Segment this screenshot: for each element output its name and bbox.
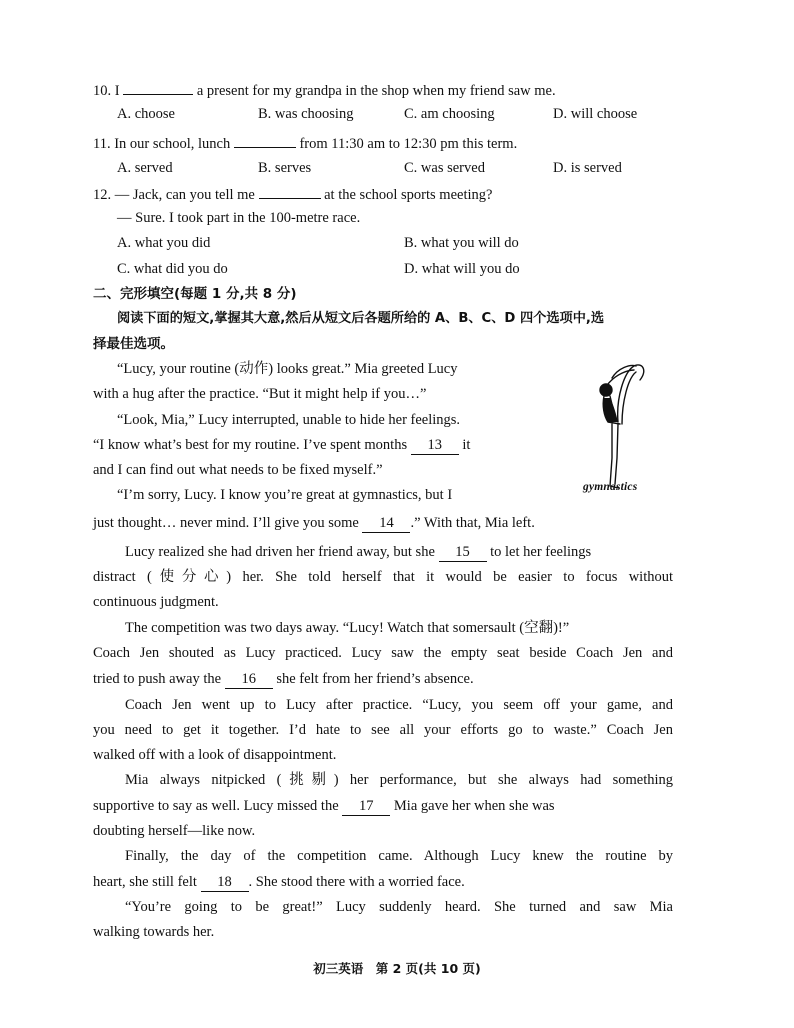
q12-blank bbox=[259, 183, 321, 199]
passage-line-4-post: it bbox=[462, 437, 471, 453]
q11-stem-pre: 11. In our school, lunch bbox=[93, 136, 231, 152]
passage-line-7 bbox=[93, 513, 535, 533]
passage-line-8 bbox=[125, 542, 591, 562]
q11-blank bbox=[234, 132, 296, 148]
q12-option-c: C. what did you do bbox=[117, 261, 228, 277]
q11-option-c: C. was served bbox=[404, 160, 485, 176]
question-11-stem bbox=[93, 132, 517, 154]
question-12-stem bbox=[93, 183, 492, 205]
passage-line-20: Finally, the day of the competition came. Although Lucy knew the routine by bbox=[125, 848, 673, 864]
passage-line-13 bbox=[93, 669, 474, 689]
passage-line-10: continuous judgment. bbox=[93, 594, 219, 610]
passage-line-18-post: Mia gave her when she was bbox=[393, 798, 555, 814]
blank-15: 15 bbox=[439, 544, 487, 562]
passage-line-13-pre: tried to push away the bbox=[93, 671, 222, 687]
passage-line-7-pre: just thought… never mind. I’ll give you some bbox=[93, 515, 359, 531]
passage-line-12: Coach Jen shouted as Lucy practiced. Lucy saw the empty seat beside Coach Jen and bbox=[93, 645, 673, 661]
blank-17: 17 bbox=[342, 798, 390, 816]
q10-blank bbox=[123, 79, 193, 95]
passage-line-8-pre: Lucy realized she had driven her friend away, but she bbox=[125, 544, 435, 560]
question-10-stem bbox=[93, 79, 556, 101]
passage-line-19: doubting herself—like now. bbox=[93, 823, 256, 839]
passage-line-6: “I’m sorry, Lucy. I know you’re great at gymnastics, but I bbox=[117, 487, 453, 503]
passage-line-16: walked off with a look of disappointment. bbox=[93, 747, 337, 763]
q12-option-a: A. what you did bbox=[117, 235, 211, 251]
q12-reply: — Sure. I took part in the 100-metre race. bbox=[117, 210, 361, 226]
passage-line-18 bbox=[93, 796, 555, 816]
passage-line-5: and I can find out what needs to be fixed myself.” bbox=[93, 462, 383, 478]
passage-line-23: walking towards her. bbox=[93, 924, 215, 940]
passage-line-8-post: to let her feelings bbox=[490, 544, 592, 560]
passage-line-3: “Look, Mia,” Lucy interrupted, unable to hide her feelings. bbox=[117, 412, 461, 428]
passage-line-21 bbox=[93, 872, 465, 892]
q10-option-b: B. was choosing bbox=[258, 106, 354, 122]
q11-option-b: B. serves bbox=[258, 160, 312, 176]
passage-line-17: Mia always nitpicked (挑剔) her performance, but she always had something bbox=[125, 772, 673, 788]
passage-line-18-pre: supportive to say as well. Lucy missed the bbox=[93, 798, 339, 814]
q11-stem-post: from 11:30 am to 12:30 pm this term. bbox=[299, 136, 518, 152]
passage-line-22: “You’re going to be great!” Lucy suddenly heard. She turned and saw Mia bbox=[125, 899, 673, 915]
q10-option-d: D. will choose bbox=[553, 106, 638, 122]
passage-line-21-post: . She stood there with a worried face. bbox=[248, 874, 465, 890]
passage-line-4-pre: “I know what’s best for my routine. I’ve spent months bbox=[93, 437, 408, 453]
gymnast-silhouette-icon bbox=[582, 358, 672, 498]
section-instruction-1: 阅读下面的短文,掌握其大意,然后从短文后各题所给的 A、B、C、D 四个选项中,选 bbox=[117, 311, 605, 326]
passage-line-21-pre: heart, she still felt bbox=[93, 874, 197, 890]
q11-option-a: A. served bbox=[117, 160, 173, 176]
q10-option-c: C. am choosing bbox=[404, 106, 495, 122]
passage-line-14: Coach Jen went up to Lucy after practice. “Lucy, you seem off your game, and bbox=[125, 697, 673, 713]
passage-line-4 bbox=[93, 435, 470, 455]
section-instruction-2: 择最佳选项。 bbox=[93, 336, 174, 352]
blank-18: 18 bbox=[201, 874, 249, 892]
q10-stem-pre: 10. I bbox=[93, 83, 120, 99]
passage-line-2: with a hug after the practice. “But it might help if you…” bbox=[93, 386, 427, 402]
q10-option-a: A. choose bbox=[117, 106, 175, 122]
q12-stem-post: at the school sports meeting? bbox=[324, 187, 493, 203]
section-heading: 二、完形填空(每题 1 分,共 8 分) bbox=[93, 286, 297, 302]
page-footer: 初三英语 第 2 页(共 10 页) bbox=[313, 961, 481, 976]
q12-stem-pre: 12. — Jack, can you tell me bbox=[93, 187, 255, 203]
figure-caption: gymnastics bbox=[583, 481, 638, 493]
passage-line-11: The competition was two days away. “Lucy! Watch that somersault (空翻)!” bbox=[125, 620, 570, 636]
passage-line-13-post: she felt from her friend’s absence. bbox=[276, 671, 474, 687]
passage-line-1: “Lucy, your routine (动作) looks great.” Mia greeted Lucy bbox=[117, 361, 458, 377]
q10-stem-post: a present for my grandpa in the shop when my friend saw me. bbox=[196, 83, 556, 99]
q11-option-d: D. is served bbox=[553, 160, 622, 176]
passage-line-7-post: .” With that, Mia left. bbox=[410, 515, 535, 531]
blank-14: 14 bbox=[362, 515, 410, 533]
passage-line-15: you need to get it together. I’d hate to see all your efforts go to waste.” Coach Jen bbox=[93, 722, 673, 738]
blank-13: 13 bbox=[411, 437, 459, 455]
q12-option-b: B. what you will do bbox=[404, 235, 519, 251]
blank-16: 16 bbox=[225, 671, 273, 689]
q12-option-d: D. what will you do bbox=[404, 261, 520, 277]
passage-line-9: distract (使分心) her. She told herself that it would be easier to focus without bbox=[93, 569, 673, 585]
